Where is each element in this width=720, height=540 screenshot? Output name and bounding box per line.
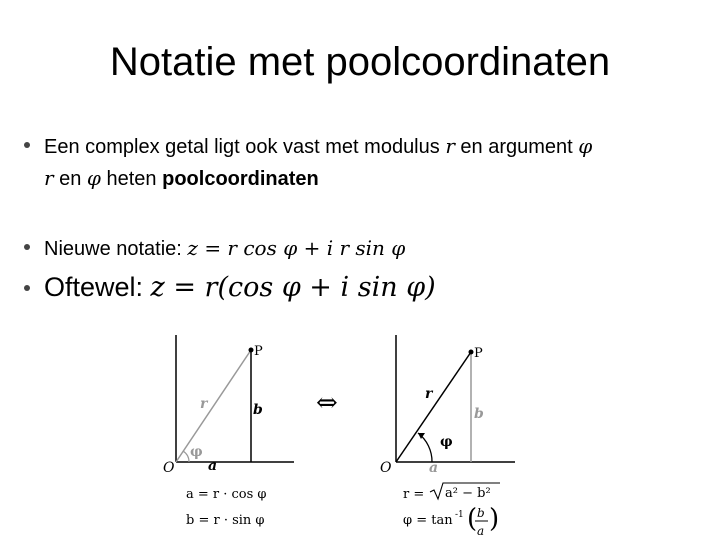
right-eq-phi-lhs: φ = tan	[403, 513, 453, 528]
left-point-p	[249, 348, 254, 353]
var-r: r	[445, 134, 455, 158]
right-radius-line	[396, 352, 471, 462]
fraction-denominator: a	[477, 524, 485, 538]
right-eq-phi-sup: -1	[455, 510, 464, 520]
right-point-p	[469, 350, 474, 355]
right-r-label: r	[425, 386, 433, 402]
left-a-label: a	[208, 458, 218, 474]
notation-label: Nieuwe notatie:	[44, 238, 188, 260]
right-eq-r-radicand: a² − b²	[445, 486, 491, 501]
right-b-label: b	[474, 406, 484, 422]
left-diagram	[163, 335, 294, 528]
oftewel-label: Oftewel:	[44, 272, 151, 302]
left-angle-arc	[183, 451, 189, 462]
fraction-numerator: b	[477, 506, 485, 520]
bullet-2-en: en	[53, 168, 87, 190]
left-b-label: b	[253, 402, 263, 418]
var-r: r	[44, 166, 54, 190]
bullet-1-mid: en argument	[454, 136, 579, 158]
notation-formula: z = r cos φ + i r sin φ	[187, 236, 406, 260]
var-phi: φ	[578, 134, 593, 158]
right-p-label: P	[474, 346, 483, 361]
left-o-label: O	[163, 460, 175, 476]
right-a-label: a	[429, 460, 439, 476]
right-o-label: O	[380, 460, 392, 476]
var-phi: φ	[86, 166, 101, 190]
right-diagram	[380, 335, 515, 538]
oftewel-formula: z = r(cos φ + i sin φ)	[150, 272, 436, 303]
left-r-label: r	[200, 396, 208, 412]
left-eq-b: b = r · sin φ	[186, 513, 265, 528]
left-p-label: P	[254, 344, 263, 359]
right-eq-r-lhs: r =	[403, 487, 425, 502]
left-eq-a: a = r · cos φ	[186, 487, 267, 502]
paren-left: (	[467, 504, 478, 534]
bullet-2-heten: heten	[100, 168, 163, 190]
right-phi-label: φ	[440, 434, 453, 450]
left-radius-line	[176, 350, 251, 462]
paren-right: )	[489, 504, 500, 534]
bullet-2-bold: poolcoordinaten	[162, 168, 319, 190]
left-phi-label: φ	[190, 444, 203, 460]
slide-title: Notatie met poolcoordinaten	[109, 40, 611, 84]
bullet-1-text: Een complex getal ligt ook vast met modulus	[44, 136, 446, 158]
equivalence-symbol: ⇔	[316, 388, 338, 418]
right-angle-arc	[418, 433, 432, 462]
